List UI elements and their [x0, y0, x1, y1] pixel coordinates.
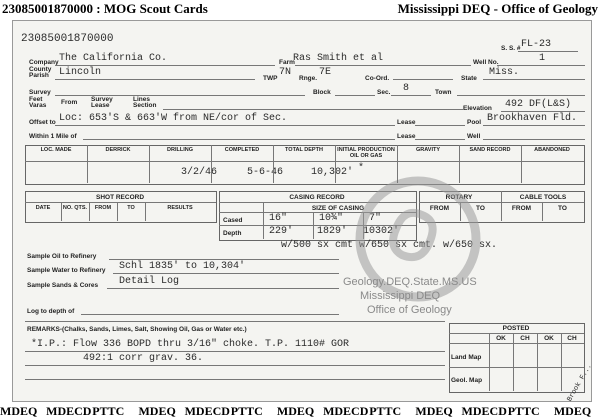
footer-item: PTTC: [507, 404, 540, 418]
footer-item: MDEQ: [138, 404, 176, 418]
well-value: 1: [539, 53, 546, 64]
shot-header-2: NO. QTS.: [62, 205, 88, 211]
footer-item: MDECD: [461, 404, 507, 418]
cased-value-2: 10¾": [319, 213, 344, 224]
offset-value: Loc: 653'S & 663'W from NE/cor of Sec.: [59, 113, 288, 124]
footer-item: MDECD: [323, 404, 369, 418]
shot-header-1: DATE: [35, 205, 51, 211]
status-header-3: DRILLING: [167, 147, 193, 153]
remarks-label: REMARKS-(Chalks, Sands, Limes, Salt, Showing Oil, Gas or Water etc.): [27, 326, 247, 333]
sands-value: Detail Log: [119, 276, 180, 287]
total-depth-value: 10,302': [311, 167, 354, 178]
status-header-2: DERRICK: [105, 147, 131, 153]
shot-header-3: FROM: [94, 205, 112, 211]
footer-item: PTTC: [230, 404, 263, 418]
shot-record-label: SHOT RECORD: [95, 194, 145, 201]
county-label: County Parish: [29, 66, 52, 79]
oil-refinery-label: Sample Oil to Refinery: [27, 253, 97, 260]
posted-header-4: CH: [567, 335, 577, 342]
ip-marker: *: [358, 163, 365, 174]
watermark-org: Mississippi DEQ: [360, 290, 441, 302]
offset-label: Offset to: [29, 119, 56, 126]
size-of-casing-label: SIZE OF CASING: [311, 205, 365, 212]
state-value: Miss.: [489, 67, 520, 78]
footer-item: MDEQ: [415, 404, 453, 418]
footer-item: MDECD: [184, 404, 230, 418]
within-label: Within 1 Mile of: [29, 133, 77, 140]
cased-label: Cased: [223, 217, 243, 224]
posted-header-2: CH: [520, 335, 530, 342]
survey-label: Survey: [29, 89, 51, 96]
header-right-title: Mississippi DEQ - Office of Geology: [397, 1, 598, 16]
log-label: Log to depth of: [27, 308, 75, 315]
footer-item: PTTC: [92, 404, 125, 418]
geol-map-label: Geol. Map: [451, 377, 483, 384]
status-header-4: COMPLETED: [224, 147, 260, 153]
ssno-label: S. S. #: [501, 45, 521, 52]
elevation-value: 492 DF(L&S): [505, 99, 572, 110]
footer-item: MDEQ: [553, 404, 592, 418]
footer-item: MDEQ: [0, 404, 38, 418]
status-header-1: LOC. MADE: [40, 147, 72, 153]
state-label: State: [461, 75, 477, 82]
status-header-9: ABANDONED: [534, 147, 570, 153]
from-label: From: [61, 99, 78, 106]
pool-label: Pool: [467, 119, 482, 126]
cement-value: w/500 sx cmt w/650 sx cmt. w/650 sx.: [281, 240, 498, 251]
status-header-6: INITIAL PRODUCTION OIL OR GAS: [337, 147, 395, 159]
ssno-value: FL-23: [521, 39, 552, 50]
cased-value-3: 7": [369, 213, 382, 224]
elevation-label: Elevation: [463, 105, 492, 112]
lease-label: Lease: [397, 119, 416, 126]
status-header-8: SAND RECORD: [469, 147, 511, 153]
completed-value: 5-6-46: [247, 167, 284, 178]
sec-label: Sec.: [377, 89, 391, 96]
shot-header-5: RESULTS: [167, 205, 193, 211]
watermark-office: Office of Geology: [367, 304, 452, 316]
depth-label: Depth: [223, 230, 242, 237]
coord-label: Co-Ord.: [365, 75, 390, 82]
sands-label: Sample Sands & Cores: [27, 282, 99, 289]
posted-label: POSTED: [502, 325, 530, 332]
lease2-label: Lease: [397, 133, 416, 140]
watermark-url: Geology.DEQ.State.MS.US: [343, 276, 477, 288]
lines-label: Lines Section: [133, 96, 157, 109]
rotary-to: TO: [476, 205, 485, 212]
cable-from: FROM: [511, 205, 532, 212]
rotary-label: ROTARY: [445, 194, 473, 201]
margin-note: Brook F...: [566, 362, 594, 404]
well-label: Well No.: [473, 59, 499, 66]
status-header-5: TOTAL DEPTH: [285, 147, 323, 153]
api-number: 23085001870000: [21, 33, 114, 45]
remarks-line-1: *I.P.: Flow 336 BOPD thru 3/16" choke. T.P. 1110# GOR: [31, 339, 350, 350]
pool-value: Brookhaven Fld.: [487, 113, 578, 124]
depth-value-3: 10302': [363, 226, 400, 237]
casing-record-label: CASING RECORD: [289, 194, 345, 201]
depth-value-1: 229': [269, 226, 294, 237]
drilling-value: 3/2/46: [181, 167, 218, 178]
sec-value: 8: [403, 83, 410, 94]
block-label: Block: [313, 89, 331, 96]
farm-value: Ras Smith et al: [293, 53, 384, 64]
footer-item: MDECD: [46, 404, 92, 418]
feet-label: Feet Varas: [29, 96, 47, 109]
rnge-label: Rnge.: [299, 75, 318, 82]
remarks-line-2: 492:1 corr grav. 36.: [83, 353, 204, 364]
shot-header-4: TO: [127, 205, 135, 211]
well2-label: Well: [467, 133, 481, 140]
status-header-7: GRAVITY: [415, 147, 441, 153]
scout-card: [12, 20, 592, 402]
water-value: Schl 1835' to 10,304': [119, 261, 246, 272]
water-refinery-label: Sample Water to Refinery: [27, 267, 106, 274]
cased-value-1: 16": [269, 213, 288, 224]
survey-lines-label: Survey Lease: [91, 96, 113, 109]
twp-label: TWP: [263, 75, 278, 82]
cable-to: TO: [558, 205, 567, 212]
rnge-value: 7E: [319, 67, 332, 78]
twp-value: 7N: [279, 67, 292, 78]
town-label: Town: [435, 89, 452, 96]
footer-item: MDEQ: [276, 404, 315, 418]
page-header: [0, 0, 600, 18]
land-map-label: Land Map: [451, 354, 482, 361]
depth-value-2: 1829': [317, 226, 348, 237]
posted-header-1: OK: [496, 335, 506, 342]
company-label: Company: [29, 59, 59, 66]
rotary-from: FROM: [429, 205, 450, 212]
cable-label: CABLE TOOLS: [519, 194, 567, 201]
county-value: Lincoln: [59, 67, 102, 78]
company-value: The California Co.: [59, 53, 168, 64]
footer-item: PTTC: [369, 404, 402, 418]
header-left-title: 23085001870000 : MOG Scout Cards: [2, 1, 208, 16]
farm-label: Farm: [279, 59, 295, 66]
footer-banner: [0, 404, 600, 419]
posted-header-3: OK: [544, 335, 554, 342]
